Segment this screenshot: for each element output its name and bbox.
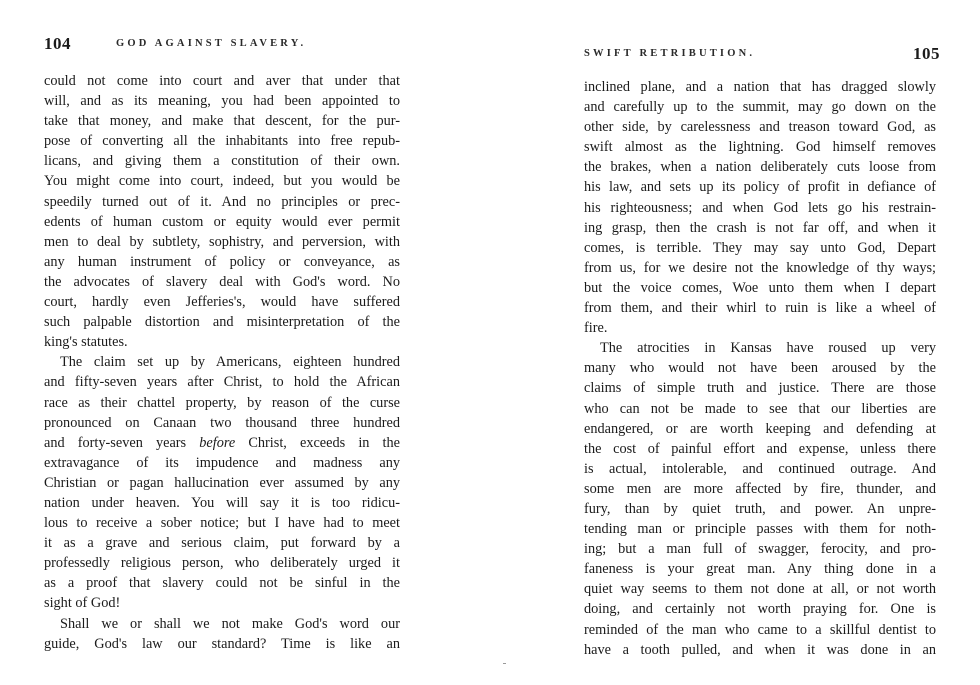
text-line: as a proof that slavery could not be sinful in the — [44, 575, 400, 592]
text-line: who can not be made to see that our liberties are — [584, 400, 936, 417]
text-line: extravagance of its impudence and madness any — [44, 454, 400, 471]
right-page — [490, 0, 980, 685]
text-line: fire. — [584, 320, 608, 337]
left-running-head: GOD AGAINST SLAVERY. — [116, 38, 307, 49]
text-line: guide, God's law our standard? Time is like an — [44, 635, 400, 652]
right-page-header — [584, 44, 940, 66]
text-line: from us, for we desire not the knowledge of thy ways; — [584, 259, 936, 276]
text-line: any human instrument of policy or conveyance, as — [44, 253, 400, 270]
text-line: ing; but a man full of swagger, ferocity, and pro- — [584, 541, 936, 558]
text-line: and carefully up to the summit, may go down on the — [584, 99, 936, 116]
text-line: comes, is terrible. They may say unto God, Depart — [584, 239, 936, 256]
text-line: men to deal by subtlety, sophistry, and perversion, with — [44, 233, 400, 250]
text-line: doing, and certainly not worth praying for. One is — [584, 601, 936, 618]
text-line: but the voice comes, Woe unto them when I depart — [584, 279, 936, 296]
text-line-with-italic: and forty-seven years before Christ, exceeds in the — [44, 434, 401, 451]
right-running-head: SWIFT RETRIBUTION. — [584, 48, 756, 59]
text-line: edents of human custom or equity would ever permit — [44, 213, 400, 230]
text-line: quiet way seems to them not done at all, or not worth — [584, 581, 936, 598]
text-line: pronounced on Canaan two thousand three hundred — [44, 414, 400, 431]
text-line: inclined plane, and a nation that has dragged slowly — [584, 79, 936, 95]
text-line: the cost of painful effort and expense, unless there — [584, 440, 936, 457]
text-line: the advocates of slavery deal with God's word. No — [44, 273, 400, 290]
left-page-header — [44, 34, 400, 56]
text-line: ing grasp, then the crash is not far off, and when it — [584, 219, 936, 236]
text-line: nation under heaven. You will say it is too ridicu- — [44, 494, 400, 511]
text-line: his righteousness; and when God lets go his restrain- — [584, 199, 936, 216]
text-line: his law, and sets up its policy of profit in defiance of — [584, 179, 936, 196]
text-line: endangered, or are worth keeping and defending at — [584, 420, 936, 437]
text-line: such palpable distortion and misinterpretation of the — [44, 314, 400, 331]
text-line: The atrocities in Kansas have roused up very — [600, 340, 936, 357]
text-line: take that money, and make that descent, for the pur- — [44, 113, 400, 130]
italic-emphasis: before — [199, 434, 236, 451]
text-line: court, hardly even Jefferies's, would have suffered — [44, 294, 400, 311]
text-line: swift almost as the lightning. God himself removes — [584, 139, 936, 156]
text-line: race as their chattel property, by reason of the curse — [44, 394, 400, 411]
text-line: speedily turned out of it. And no principles or prec- — [44, 193, 400, 210]
text-line: will, and as its meaning, you had been appointed to — [44, 93, 400, 110]
text-line: fury, than by quiet truth, and power. An unpre- — [584, 500, 936, 517]
text-line: king's statutes. — [44, 334, 128, 351]
text-line: faneness is your great man. Any thing done in a — [584, 561, 936, 578]
text-line: pose of converting all the inhabitants into free repub- — [44, 133, 400, 150]
left-page-number: 104 — [44, 34, 71, 53]
text-line: Christian or pagan hallucination ever assumed by any — [44, 474, 400, 491]
text-line: professedly religious person, who deliberately urged it — [44, 555, 400, 572]
left-page-text — [44, 71, 400, 654]
right-page-text — [584, 77, 936, 660]
text-line: Shall we or shall we not make God's word our — [60, 615, 400, 632]
text-line: is actual, intolerable, and continued outrage. And — [584, 460, 936, 477]
text-line: it as a grave and serious claim, put forward by a — [44, 535, 400, 552]
text-line: some men are more affected by fire, thunder, and — [584, 480, 936, 497]
text-line: tending man or principle passes with them for noth- — [584, 521, 936, 538]
text-line: lous to receive a sober notice; but I have had to meet — [44, 515, 400, 532]
gutter-mark — [503, 663, 506, 664]
text-line: the brakes, when a nation deliberately cuts loose from — [584, 159, 936, 176]
text-line: and fifty-seven years after Christ, to hold the African — [44, 374, 400, 391]
text-line: sight of God! — [44, 595, 121, 612]
text-line: have a tooth pulled, and when it was done in an — [584, 641, 936, 658]
text-line: claims of simple truth and justice. There are those — [584, 380, 936, 397]
text-line: many who would not have been aroused by the — [584, 360, 936, 377]
text-line: could not come into court and aver that under that — [44, 73, 400, 89]
text-line: other side, by carelessness and treason toward God, as — [584, 119, 936, 136]
right-page-number: 105 — [913, 44, 940, 63]
text-line: The claim set up by Americans, eighteen hundred — [60, 354, 400, 371]
text-line: from them, and their whirl to ruin is like a wheel of — [584, 300, 936, 317]
text-line: reminded of the man who came to a skillful dentist to — [584, 621, 936, 638]
text-line: You might come into court, indeed, but you would be — [44, 173, 400, 190]
text-line: licans, and giving them a constitution of their own. — [44, 153, 400, 170]
